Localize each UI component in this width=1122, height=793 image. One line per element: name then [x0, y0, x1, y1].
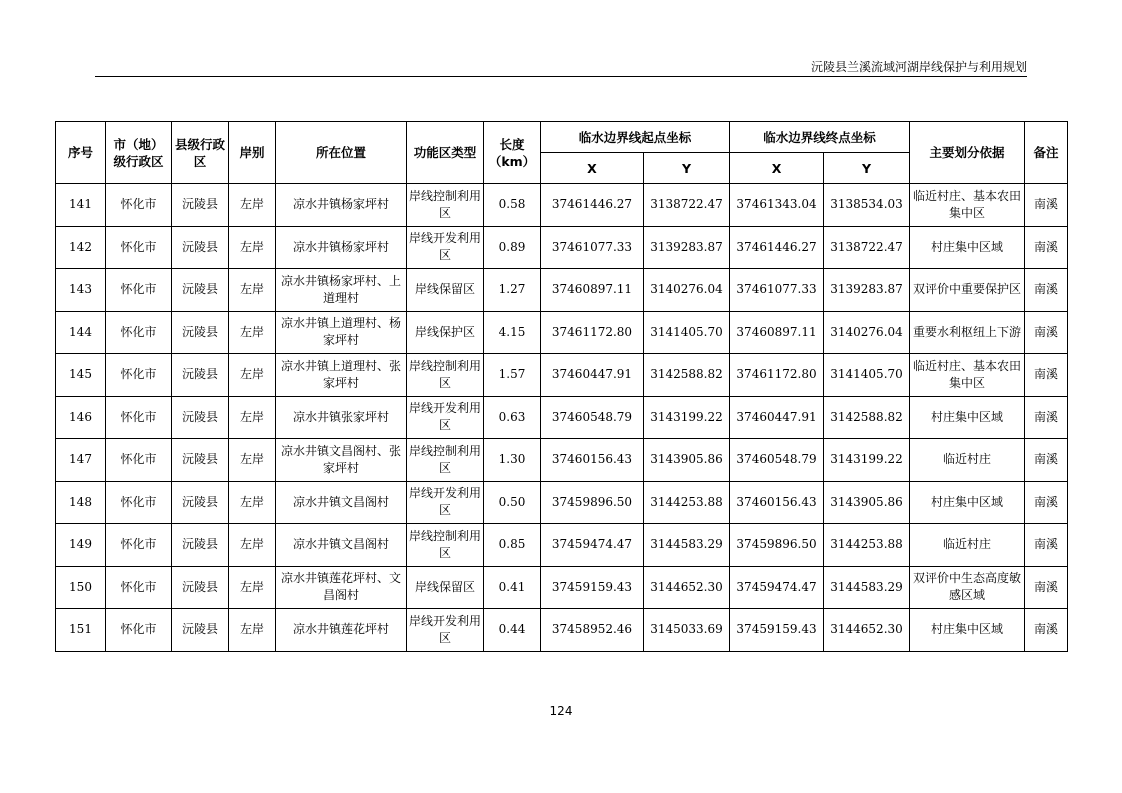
cell-length: 1.27	[484, 269, 541, 312]
cell-end-y: 3141405.70	[824, 354, 910, 397]
cell-basis: 临近村庄、基本农田集中区	[910, 354, 1025, 397]
cell-county: 沅陵县	[172, 311, 229, 354]
cell-seq: 147	[56, 439, 106, 482]
cell-remark: 南溪	[1025, 311, 1068, 354]
page-number: 124	[549, 704, 573, 718]
cell-length: 0.85	[484, 524, 541, 567]
cell-length: 0.41	[484, 566, 541, 609]
cell-end-y: 3140276.04	[824, 311, 910, 354]
document-header-title: 沅陵县兰溪流域河湖岸线保护与利用规划	[810, 60, 1027, 74]
cell-start-y: 3143905.86	[644, 439, 730, 482]
cell-start-x: 37460897.11	[541, 269, 644, 312]
cell-basis: 临近村庄、基本农田集中区	[910, 184, 1025, 227]
table-row	[56, 311, 1068, 354]
cell-location: 凉水井镇杨家坪村	[276, 226, 407, 269]
cell-seq: 144	[56, 311, 106, 354]
table-row	[56, 524, 1068, 567]
cell-bank: 左岸	[229, 524, 276, 567]
cell-remark: 南溪	[1025, 226, 1068, 269]
table-row	[56, 481, 1068, 524]
cell-county: 沅陵县	[172, 439, 229, 482]
cell-zone-type: 岸线开发利用区	[407, 226, 484, 269]
header-bank: 岸别	[229, 122, 276, 184]
shoreline-zone-table	[55, 121, 1068, 652]
header-end-x: X	[730, 153, 824, 184]
header-start-y: Y	[644, 153, 730, 184]
header-remark: 备注	[1025, 122, 1068, 184]
cell-location: 凉水井镇莲花坪村、文昌阁村	[276, 566, 407, 609]
cell-county: 沅陵县	[172, 396, 229, 439]
cell-start-y: 3139283.87	[644, 226, 730, 269]
cell-length: 0.63	[484, 396, 541, 439]
cell-end-x: 37460156.43	[730, 481, 824, 524]
cell-county: 沅陵县	[172, 524, 229, 567]
cell-location: 凉水井镇文昌阁村、张家坪村	[276, 439, 407, 482]
cell-remark: 南溪	[1025, 609, 1068, 652]
cell-basis: 村庄集中区域	[910, 396, 1025, 439]
table-row	[56, 226, 1068, 269]
table-row	[56, 609, 1068, 652]
cell-bank: 左岸	[229, 354, 276, 397]
table-row	[56, 354, 1068, 397]
cell-city: 怀化市	[106, 524, 172, 567]
cell-seq: 145	[56, 354, 106, 397]
cell-remark: 南溪	[1025, 481, 1068, 524]
cell-length: 0.50	[484, 481, 541, 524]
cell-start-x: 37460447.91	[541, 354, 644, 397]
cell-county: 沅陵县	[172, 184, 229, 227]
header-county: 县级行政区	[172, 122, 229, 184]
cell-start-y: 3138722.47	[644, 184, 730, 227]
cell-basis: 双评价中重要保护区	[910, 269, 1025, 312]
cell-end-x: 37461446.27	[730, 226, 824, 269]
cell-end-y: 3142588.82	[824, 396, 910, 439]
cell-length: 0.89	[484, 226, 541, 269]
cell-end-y: 3144652.30	[824, 609, 910, 652]
cell-end-y: 3139283.87	[824, 269, 910, 312]
header-length: 长度（km）	[484, 122, 541, 184]
table-row	[56, 566, 1068, 609]
header-rule	[95, 76, 1027, 77]
cell-county: 沅陵县	[172, 481, 229, 524]
cell-end-x: 37459896.50	[730, 524, 824, 567]
cell-seq: 142	[56, 226, 106, 269]
header-location: 所在位置	[276, 122, 407, 184]
cell-start-x: 37461446.27	[541, 184, 644, 227]
header-end-y: Y	[824, 153, 910, 184]
cell-end-x: 37461343.04	[730, 184, 824, 227]
cell-seq: 146	[56, 396, 106, 439]
cell-start-x: 37458952.46	[541, 609, 644, 652]
cell-location: 凉水井镇莲花坪村	[276, 609, 407, 652]
cell-start-x: 37459896.50	[541, 481, 644, 524]
cell-end-y: 3144253.88	[824, 524, 910, 567]
cell-start-y: 3145033.69	[644, 609, 730, 652]
cell-remark: 南溪	[1025, 269, 1068, 312]
cell-start-y: 3141405.70	[644, 311, 730, 354]
cell-seq: 150	[56, 566, 106, 609]
header-start-x: X	[541, 153, 644, 184]
cell-basis: 村庄集中区域	[910, 481, 1025, 524]
cell-zone-type: 岸线控制利用区	[407, 439, 484, 482]
cell-remark: 南溪	[1025, 524, 1068, 567]
cell-length: 1.30	[484, 439, 541, 482]
cell-basis: 临近村庄	[910, 439, 1025, 482]
cell-county: 沅陵县	[172, 226, 229, 269]
cell-start-x: 37461077.33	[541, 226, 644, 269]
cell-city: 怀化市	[106, 311, 172, 354]
cell-start-y: 3140276.04	[644, 269, 730, 312]
cell-start-x: 37459474.47	[541, 524, 644, 567]
table-row	[56, 269, 1068, 312]
cell-remark: 南溪	[1025, 184, 1068, 227]
cell-end-y: 3138722.47	[824, 226, 910, 269]
cell-bank: 左岸	[229, 481, 276, 524]
cell-end-y: 3143199.22	[824, 439, 910, 482]
cell-start-x: 37461172.80	[541, 311, 644, 354]
cell-city: 怀化市	[106, 566, 172, 609]
cell-basis: 村庄集中区域	[910, 226, 1025, 269]
header-city: 市（地）级行政区	[106, 122, 172, 184]
cell-basis: 重要水利枢纽上下游	[910, 311, 1025, 354]
cell-start-y: 3142588.82	[644, 354, 730, 397]
cell-start-x: 37459159.43	[541, 566, 644, 609]
cell-bank: 左岸	[229, 566, 276, 609]
cell-zone-type: 岸线控制利用区	[407, 524, 484, 567]
cell-county: 沅陵县	[172, 354, 229, 397]
cell-length: 4.15	[484, 311, 541, 354]
header-end-coord: 临水边界线终点坐标	[730, 122, 910, 153]
table-row	[56, 184, 1068, 227]
cell-end-y: 3144583.29	[824, 566, 910, 609]
cell-zone-type: 岸线开发利用区	[407, 481, 484, 524]
cell-basis: 双评价中生态高度敏感区域	[910, 566, 1025, 609]
cell-county: 沅陵县	[172, 566, 229, 609]
cell-end-x: 37459159.43	[730, 609, 824, 652]
cell-bank: 左岸	[229, 609, 276, 652]
header-zone-type: 功能区类型	[407, 122, 484, 184]
table-body	[56, 184, 1068, 652]
cell-remark: 南溪	[1025, 396, 1068, 439]
header-basis: 主要划分依据	[910, 122, 1025, 184]
cell-location: 凉水井镇文昌阁村	[276, 481, 407, 524]
cell-start-x: 37460548.79	[541, 396, 644, 439]
cell-zone-type: 岸线控制利用区	[407, 354, 484, 397]
cell-bank: 左岸	[229, 311, 276, 354]
cell-city: 怀化市	[106, 226, 172, 269]
cell-city: 怀化市	[106, 439, 172, 482]
cell-bank: 左岸	[229, 226, 276, 269]
cell-bank: 左岸	[229, 396, 276, 439]
cell-start-y: 3144583.29	[644, 524, 730, 567]
cell-location: 凉水井镇上道理村、杨家坪村	[276, 311, 407, 354]
cell-length: 0.58	[484, 184, 541, 227]
cell-zone-type: 岸线保护区	[407, 311, 484, 354]
cell-basis: 临近村庄	[910, 524, 1025, 567]
cell-location: 凉水井镇杨家坪村	[276, 184, 407, 227]
cell-city: 怀化市	[106, 269, 172, 312]
header-start-coord: 临水边界线起点坐标	[541, 122, 730, 153]
cell-end-x: 37461077.33	[730, 269, 824, 312]
table-row	[56, 396, 1068, 439]
cell-end-x: 37459474.47	[730, 566, 824, 609]
cell-length: 1.57	[484, 354, 541, 397]
cell-end-y: 3143905.86	[824, 481, 910, 524]
cell-city: 怀化市	[106, 354, 172, 397]
cell-start-y: 3144253.88	[644, 481, 730, 524]
cell-end-x: 37460548.79	[730, 439, 824, 482]
cell-city: 怀化市	[106, 184, 172, 227]
cell-zone-type: 岸线保留区	[407, 566, 484, 609]
cell-seq: 149	[56, 524, 106, 567]
cell-location: 凉水井镇杨家坪村、上道理村	[276, 269, 407, 312]
cell-end-y: 3138534.03	[824, 184, 910, 227]
cell-zone-type: 岸线开发利用区	[407, 609, 484, 652]
cell-end-x: 37460897.11	[730, 311, 824, 354]
cell-city: 怀化市	[106, 396, 172, 439]
header-seq: 序号	[56, 122, 106, 184]
cell-county: 沅陵县	[172, 609, 229, 652]
cell-bank: 左岸	[229, 439, 276, 482]
cell-seq: 141	[56, 184, 106, 227]
cell-zone-type: 岸线控制利用区	[407, 184, 484, 227]
cell-start-y: 3143199.22	[644, 396, 730, 439]
cell-zone-type: 岸线保留区	[407, 269, 484, 312]
cell-end-x: 37461172.80	[730, 354, 824, 397]
cell-seq: 143	[56, 269, 106, 312]
cell-bank: 左岸	[229, 269, 276, 312]
cell-location: 凉水井镇上道理村、张家坪村	[276, 354, 407, 397]
cell-location: 凉水井镇张家坪村	[276, 396, 407, 439]
cell-remark: 南溪	[1025, 354, 1068, 397]
cell-seq: 148	[56, 481, 106, 524]
cell-bank: 左岸	[229, 184, 276, 227]
cell-location: 凉水井镇文昌阁村	[276, 524, 407, 567]
cell-end-x: 37460447.91	[730, 396, 824, 439]
table-row	[56, 439, 1068, 482]
cell-length: 0.44	[484, 609, 541, 652]
cell-county: 沅陵县	[172, 269, 229, 312]
cell-remark: 南溪	[1025, 566, 1068, 609]
cell-city: 怀化市	[106, 481, 172, 524]
cell-start-x: 37460156.43	[541, 439, 644, 482]
cell-city: 怀化市	[106, 609, 172, 652]
cell-start-y: 3144652.30	[644, 566, 730, 609]
cell-seq: 151	[56, 609, 106, 652]
cell-basis: 村庄集中区域	[910, 609, 1025, 652]
cell-remark: 南溪	[1025, 439, 1068, 482]
cell-zone-type: 岸线开发利用区	[407, 396, 484, 439]
